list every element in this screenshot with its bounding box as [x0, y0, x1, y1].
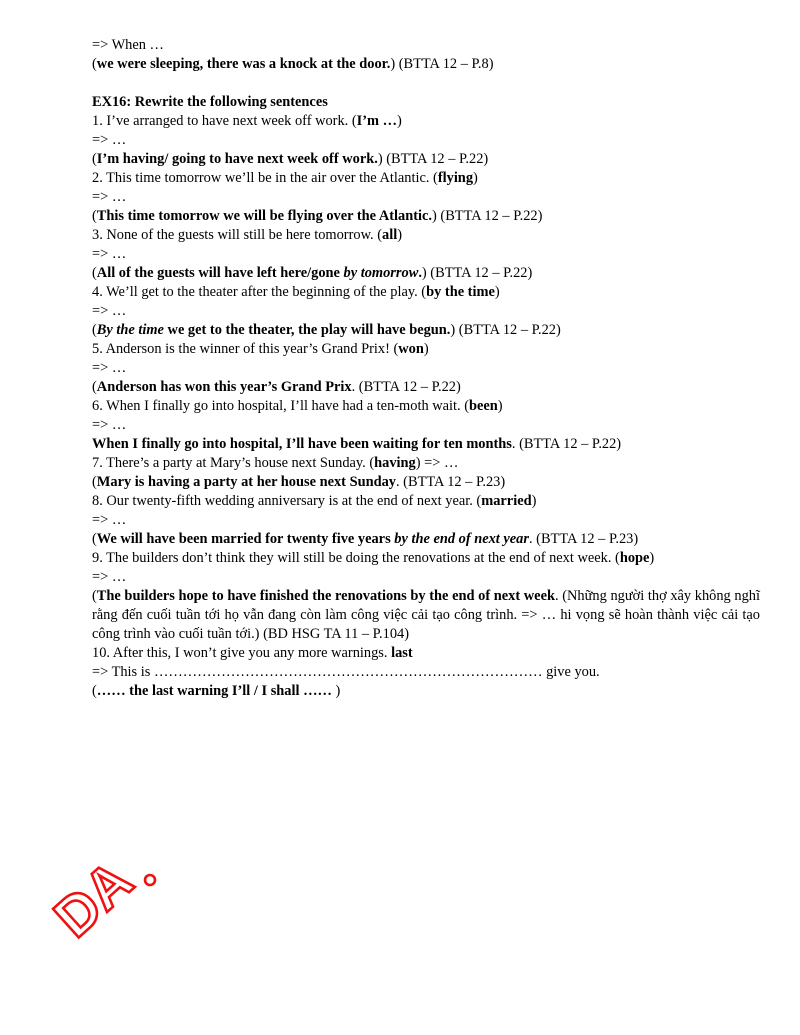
- question-3: 3. None of the guests will still be here tomorrow. (all): [92, 227, 403, 243]
- arrow-2: => …: [92, 189, 127, 205]
- intro-answer: (we were sleeping, there was a knock at the door.) (BTTA 12 – P.8): [92, 56, 494, 72]
- arrow-4: => …: [92, 303, 127, 319]
- spacer: [92, 74, 760, 93]
- answer-3: (All of the guests will have left here/gone by tomorrow.) (BTTA 12 – P.22): [92, 265, 533, 281]
- answer-1: (I’m having/ going to have next week off work.) (BTTA 12 – P.22): [92, 151, 489, 167]
- watermark-stamp: [41, 828, 258, 949]
- question-6: 6. When I finally go into hospital, I’ll have had a ten-moth wait. (been): [92, 398, 503, 414]
- arrow-5: => …: [92, 360, 127, 376]
- question-8: 8. Our twenty-fifth wedding anniversary is at the end of next year. (married): [92, 493, 537, 509]
- arrow-6: => …: [92, 417, 127, 433]
- question-5: 5. Anderson is the winner of this year’s Grand Prix! (won): [92, 341, 429, 357]
- question-2: 2. This time tomorrow we’ll be in the air over the Atlantic. (flying): [92, 170, 478, 186]
- question-10: 10. After this, I won’t give you any more warnings. last: [92, 645, 413, 661]
- question-4: 4. We’ll get to the theater after the beginning of the play. (by the time): [92, 284, 500, 300]
- answer-2: (This time tomorrow we will be flying over the Atlantic.) (BTTA 12 – P.22): [92, 208, 543, 224]
- arrow-8: => …: [92, 512, 127, 528]
- answer-7: (Mary is having a party at her house next Sunday. (BTTA 12 – P.23): [92, 474, 506, 490]
- arrow-10: => This is ……………………………………………………………………… give you.: [92, 664, 600, 680]
- question-9: 9. The builders don’t think they will still be doing the renovations at the end of next week. (hope): [92, 550, 655, 566]
- arrow-1: => …: [92, 132, 127, 148]
- answer-9: (The builders hope to have finished the renovations by the end of next week. (Những người thợ xây không nghĩ rằng đến cuối tuần tới họ vẫn đang còn làm công việc cải tạo công trình. => … hi vọng sẽ hoàn thành việc cải tạo công trình vào cuối tuần tới.) (BD HSG TA 11 – P.104): [92, 588, 760, 642]
- arrow-3: => …: [92, 246, 127, 262]
- watermark-text: DA: [41, 847, 145, 949]
- answer-10: (…… the last warning I’ll / I shall …… ): [92, 683, 341, 699]
- question-1: 1. I’ve arranged to have next week off work. (I’m …): [92, 113, 402, 129]
- document-page: [92, 36, 760, 701]
- answer-8: (We will have been married for twenty five years by the end of next year. (BTTA 12 – P.23): [92, 531, 639, 547]
- exercise-heading: EX16: Rewrite the following sentences: [92, 94, 328, 110]
- answer-5: (Anderson has won this year’s Grand Prix. (BTTA 12 – P.22): [92, 379, 461, 395]
- question-7: 7. There’s a party at Mary’s house next Sunday. (having) => …: [92, 455, 459, 471]
- watermark-dot: [145, 875, 155, 885]
- intro-arrow: => When …: [92, 37, 164, 53]
- arrow-9: => …: [92, 569, 127, 585]
- answer-6: When I finally go into hospital, I’ll have been waiting for ten months. (BTTA 12 – P.22): [92, 436, 622, 452]
- answer-4: (By the time we get to the theater, the play will have begun.) (BTTA 12 – P.22): [92, 322, 561, 338]
